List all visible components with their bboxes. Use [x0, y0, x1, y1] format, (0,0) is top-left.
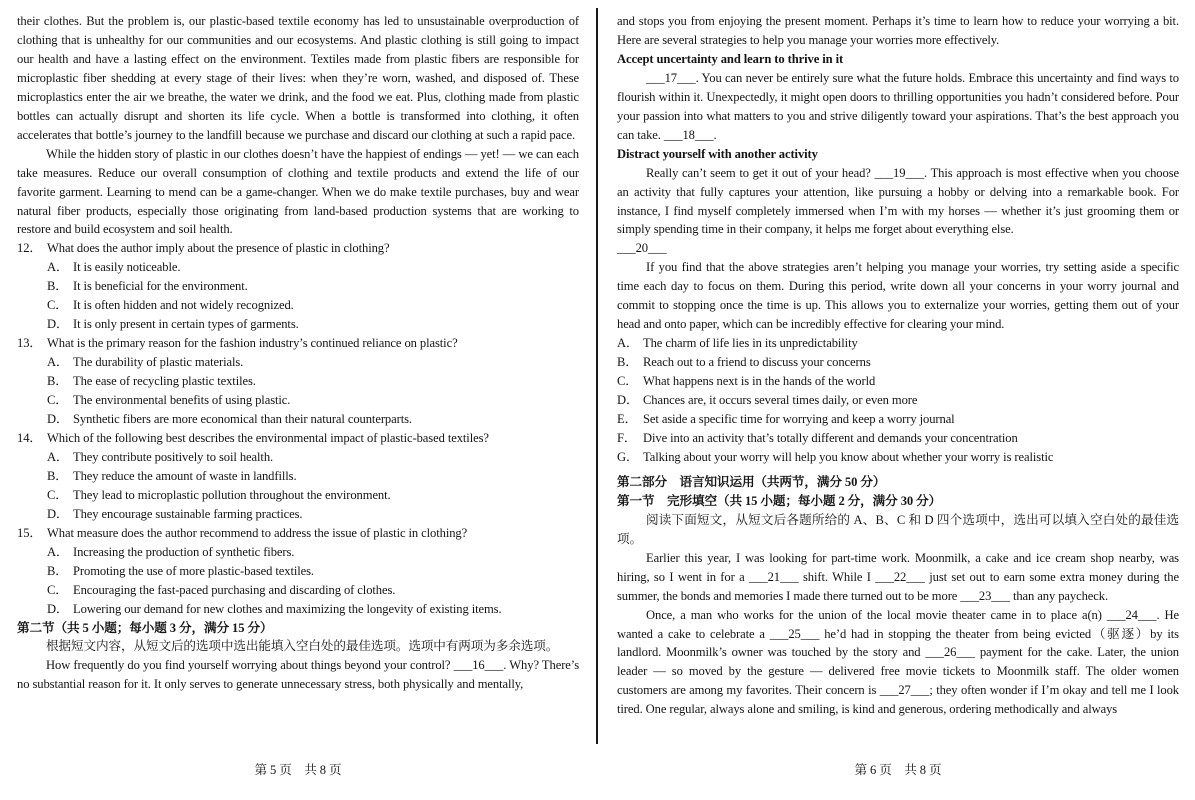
question-stem	[17, 429, 579, 448]
answer-option	[17, 410, 579, 429]
question-14	[17, 429, 579, 524]
body-paragraph: Earlier this year, I was looking for part-time work. Moonmilk, a cake and ice cream shop nearby, was hiring, so I went in for a ___21___ shift. While I ___22___ just set out to earn some extra money during the summer, the bonds and memories I made there turned out to be more ___23___ than any paycheck.	[617, 550, 1179, 603]
option-text: What happens next is in the hands of the world	[643, 374, 876, 389]
option-text: The charm of life lies in its unpredictability	[643, 336, 858, 351]
answer-option	[17, 296, 579, 315]
section-2-instruction: 根据短文内容，从短文后的选项中选出能填入空白处的最佳选项。选项中有两项为多余选项。	[46, 639, 559, 654]
option-label: E．	[617, 412, 638, 427]
option-label: D．	[47, 601, 69, 616]
option-label: C．	[47, 582, 68, 597]
choice-g	[617, 448, 1179, 467]
question-number: 13．	[17, 336, 42, 351]
answer-option	[17, 277, 579, 296]
body-paragraph: How frequently do you find yourself worrying about things beyond your control? ___16___. Why? There’s no substantial reason for it. It only serves to generate unnecessary stress, both physically and mentally,	[17, 658, 579, 692]
question-12	[17, 239, 579, 334]
option-text: They lead to microplastic pollution throughout the environment.	[73, 487, 391, 502]
option-label: C．	[617, 374, 638, 389]
option-label: B．	[47, 563, 68, 578]
answer-option	[17, 353, 579, 372]
choice-f	[617, 429, 1179, 448]
option-text: They reduce the amount of waste in landfills.	[73, 468, 297, 483]
page-divider	[596, 8, 598, 744]
answer-option	[17, 258, 579, 277]
answer-option	[17, 448, 579, 467]
option-text: It is easily noticeable.	[73, 260, 181, 275]
answer-option	[17, 391, 579, 410]
blank-20: ___20___	[617, 241, 667, 256]
option-text: Chances are, it occurs several times daily, or even more	[643, 393, 918, 408]
page-6	[617, 12, 1179, 719]
part-2-heading: 第二部分 语言知识运用（共两节，满分 50 分）	[617, 474, 886, 489]
option-label: A．	[47, 260, 69, 275]
option-label: A．	[47, 544, 69, 559]
option-label: C．	[47, 487, 68, 502]
option-label: B．	[47, 279, 68, 294]
option-label: G．	[617, 449, 639, 464]
body-paragraph: their clothes. But the problem is, our plastic-based textile economy has led to unsustainable overproduction of clothing that is unhealthy for our communities and our ecosystems. And plastic clothing is still going to impact our health and have a lasting effect on the environment. Textiles made from plastic fibers are responsible for microplastic fiber shedding at every stage of their lives: when they’re worn, washed, and disposed of. These microplastics enter the air we breathe, the water we drink, and the food we eat. Plus, clothing made from plastic bottles can actually disrupt and shorten its life cycle. When a bottle is transformed into clothing, it often accelerates that bottle’s journey to the landfill because we purchase and discard our clothing at such a rapid pace.	[17, 14, 579, 142]
choice-e	[617, 410, 1179, 429]
question-stem	[17, 524, 579, 543]
page-5	[17, 12, 579, 694]
option-label: C．	[47, 393, 68, 408]
question-15	[17, 524, 579, 619]
option-label: C．	[47, 298, 68, 313]
option-text: It is beneficial for the environment.	[73, 279, 248, 294]
page-5-footer: 第 5 页 共 8 页	[254, 763, 342, 777]
question-stem	[17, 239, 579, 258]
option-text: The ease of recycling plastic textiles.	[73, 374, 256, 389]
option-label: A．	[47, 355, 69, 370]
body-paragraph: ___17___. You can never be entirely sure what the future holds. Embrace this uncertainty and find ways to flourish within it. Unexpectedly, it might open doors to thrilling opportunities you hadn’t considered before. Pour your passion into what matters to you and strive diligently toward your aspirations. That’s the best approach you can take. ___18___.	[617, 70, 1179, 142]
page-6-footer: 第 6 页 共 8 页	[854, 763, 942, 777]
option-text: Dive into an activity that’s totally different and demands your concentration	[643, 430, 1018, 445]
body-paragraph: and stops you from enjoying the present moment. Perhaps it’s time to learn how to reduce your worrying a bit. Here are several strategies to help you manage your worries more effectively.	[617, 14, 1179, 47]
choice-c	[617, 372, 1179, 391]
option-label: F．	[617, 430, 637, 445]
option-text: Encouraging the fast-paced purchasing and discarding of clothes.	[73, 582, 396, 597]
body-paragraph: If you find that the above strategies aren’t helping you manage your worries, try setting aside a specific time each day to focus on them. During this period, write down all your concerns in your worry journal and commit to stopping once the time is up. This allows you to externalize your worries, getting them out of your head and onto paper, which can be incredibly effective for clearing your mind.	[617, 260, 1179, 332]
strategy-heading-1: Accept uncertainty and learn to thrive in it	[617, 51, 844, 66]
strategy-heading-2: Distract yourself with another activity	[617, 146, 818, 161]
question-number: 12．	[17, 241, 42, 256]
choice-list	[617, 334, 1179, 467]
option-text: Synthetic fibers are more economical than their natural counterparts.	[73, 412, 412, 427]
answer-option	[17, 315, 579, 334]
section-2-heading: 第二节（共 5 小题；每小题 3 分，满分 15 分）	[17, 620, 273, 635]
option-text: It is often hidden and not widely recognized.	[73, 298, 294, 313]
question-number: 15．	[17, 525, 42, 540]
question-13	[17, 334, 579, 429]
answer-option	[17, 372, 579, 391]
option-text: They contribute positively to soil health.	[73, 449, 274, 464]
option-text: Talking about your worry will help you know about whether your worry is realistic	[643, 449, 1054, 464]
option-label: B．	[47, 468, 68, 483]
option-label: A．	[47, 449, 69, 464]
option-text: Increasing the production of synthetic fibers.	[73, 544, 295, 559]
option-text: Lowering our demand for new clothes and maximizing the longevity of existing items.	[73, 601, 502, 616]
option-label: B．	[47, 374, 68, 389]
option-text: Promoting the use of more plastic-based textiles.	[73, 563, 314, 578]
cloze-instruction: 阅读下面短文，从短文后各题所给的 A、B、C 和 D 四个选项中，选出可以填入空白处的最佳选项。	[617, 512, 1179, 546]
answer-option	[17, 486, 579, 505]
answer-option	[17, 467, 579, 486]
option-text: Set aside a specific time for worrying and keep a worry journal	[643, 412, 955, 427]
answer-option	[17, 505, 579, 524]
question-text: Which of the following best describes the environmental impact of plastic-based textiles?	[47, 430, 489, 445]
option-label: D．	[47, 317, 69, 332]
body-paragraph: Once, a man who works for the union of the local movie theater came in to place a(n) ___24___. He wanted a cake to celebrate a ___25___ he’d had in stopping the theater from being evicted（驱逐）by its landlord. Moonmilk’s owner was touched by the story and ___26___ payment for the cake. Later, the union leader — so moved by the gesture — delivered free movie tickets to Moonmilk staff. The older women customers are among my favorites. Their concern is ___27___; they often wonder if I’m okay and tell me I look tired. One regular, always alone and smiling, is kind and generous, ordering methodically and always	[617, 607, 1179, 717]
option-text: The environmental benefits of using plastic.	[73, 393, 291, 408]
option-label: B．	[617, 355, 638, 370]
part-2-section-1-heading: 第一节 完形填空（共 15 小题；每小题 2 分，满分 30 分）	[617, 493, 942, 508]
body-paragraph: Really can’t seem to get it out of your head? ___19___. This approach is most effective when you choose an activity that fully captures your attention, like pursuing a hobby or delving into a remarkable book. For instance, I find myself completely immersed when I’m with my horses — whether it’s just grooming them or simply spending time in their company, it helps me forget about everything else.	[617, 165, 1179, 237]
option-text: It is only present in certain types of garments.	[73, 317, 299, 332]
option-text: The durability of plastic materials.	[73, 355, 244, 370]
option-label: D．	[617, 393, 639, 408]
option-label: A．	[617, 336, 639, 351]
answer-option	[17, 562, 579, 581]
body-paragraph: While the hidden story of plastic in our clothes doesn’t have the happiest of endings — yet! — we can each take measures. Reduce our overall consumption of clothing and textile products and extend the life of our favorite garment. Learning to mend can be a game-changer. When we do make textile purchases, buy and wear natural fiber products, especially those originating from land-based production systems that are working to restore and build ecosystem and soil health.	[17, 146, 579, 237]
question-text: What measure does the author recommend to address the issue of plastic in clothing?	[47, 525, 468, 540]
option-text: They encourage sustainable farming practices.	[73, 506, 303, 521]
question-text: What does the author imply about the presence of plastic in clothing?	[47, 241, 390, 256]
option-label: D．	[47, 506, 69, 521]
choice-a	[617, 334, 1179, 353]
question-number: 14．	[17, 430, 42, 445]
answer-option	[17, 581, 579, 600]
choice-b	[617, 353, 1179, 372]
question-text: What is the primary reason for the fashion industry’s continued reliance on plastic?	[47, 336, 458, 351]
choice-d	[617, 391, 1179, 410]
option-text: Reach out to a friend to discuss your concerns	[643, 355, 871, 370]
option-label: D．	[47, 412, 69, 427]
question-stem	[17, 334, 579, 353]
answer-option	[17, 543, 579, 562]
answer-option	[17, 600, 579, 619]
